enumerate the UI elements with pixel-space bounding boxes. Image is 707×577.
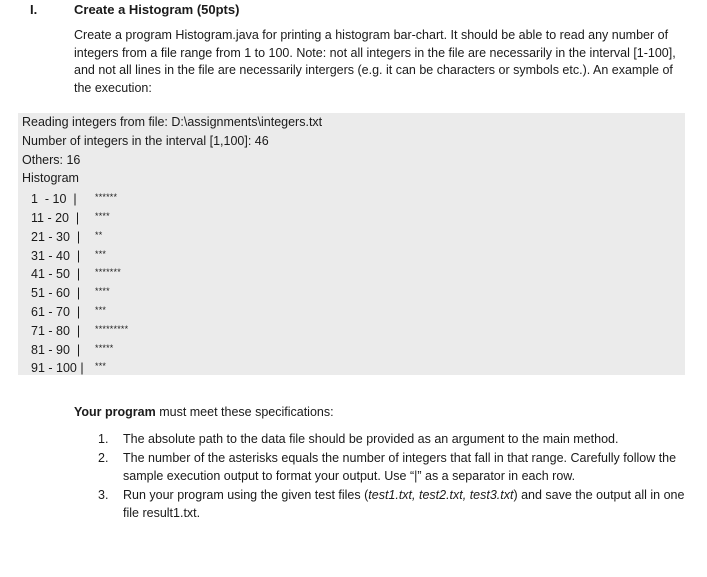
specification-text: The absolute path to the data file should be provided as an argument to the main method. [123, 432, 619, 446]
assignment-description: Create a program Histogram.java for printing a histogram bar-chart. It should be able to read any number of integers from a file range from 1 to 100. Note: not all integers in the file are necessarily in the interval [1-100], and not all lines in the file are necessarily intergers (e.g. it can be characters or symbols etc.). An example of the execution: [74, 28, 676, 95]
others-count-line: Others: 16 [22, 152, 81, 167]
histogram-range: 71 - 80 | [31, 323, 81, 338]
histogram-range: 61 - 70 | [31, 304, 81, 319]
histogram-row [22, 263, 685, 282]
specifications-intro [74, 405, 334, 419]
section-title: Create a Histogram (50pts) [74, 2, 240, 17]
histogram-bar: ******* [95, 267, 121, 278]
histogram-bar: ****** [95, 192, 118, 203]
histogram-row [22, 207, 685, 226]
section-number: I. [30, 2, 38, 17]
reading-file-line: Reading integers from file: D:\assignments\integers.txt [22, 115, 323, 129]
histogram-row [22, 339, 685, 358]
specification-number: 1. [98, 432, 109, 446]
specification-text-before: Run your program using the given test files ( [123, 487, 369, 502]
specifications-intro-rest: must meet these specifications: [155, 405, 334, 419]
histogram-bar: *** [95, 248, 107, 259]
histogram-range: 21 - 30 | [31, 229, 81, 244]
histogram-row [22, 301, 685, 320]
histogram-range: 51 - 60 | [31, 286, 81, 301]
specification-item [98, 430, 688, 449]
histogram-bar: ***** [95, 342, 114, 353]
histogram-range: 81 - 90 | [31, 342, 81, 357]
histogram-bar: ********* [95, 323, 129, 334]
specification-number: 3. [98, 487, 109, 502]
histogram-bar: ** [95, 229, 103, 240]
histogram-range: 31 - 40 | [31, 248, 81, 263]
specification-text-after: ) and save the output all in one file result1.txt. [123, 487, 685, 520]
specifications-list [98, 430, 688, 523]
specification-item [98, 449, 688, 486]
specification-item [98, 486, 688, 523]
specifications-intro-bold: Your program [74, 405, 156, 419]
histogram-label: Histogram [22, 171, 79, 186]
specification-number: 2. [98, 450, 109, 465]
histogram-bar: **** [95, 286, 110, 297]
integer-count-line: Number of integers in the interval [1,100]: 46 [22, 133, 269, 148]
histogram-bar: *** [95, 361, 107, 372]
histogram-row [22, 320, 685, 339]
histogram-row [22, 357, 685, 376]
histogram-range: 91 - 100 | [31, 361, 84, 376]
histogram-range: 1 - 10 | [31, 192, 77, 207]
specification-text: The number of the asterisks equals the number of integers that fall in that range. Carefully follow the sample execution output to format your output. Use “|” as a separator in each row. [123, 450, 677, 483]
histogram-range: 41 - 50 | [31, 267, 81, 282]
histogram-bar: *** [95, 304, 107, 315]
histogram-row [22, 188, 685, 207]
histogram-row [22, 226, 685, 245]
histogram-bar: **** [95, 210, 110, 221]
test-file-names: test1.txt, test2.txt, test3.txt [368, 487, 514, 502]
histogram-range: 11 - 20 | [31, 210, 80, 225]
histogram-row [22, 282, 685, 301]
histogram-row [22, 245, 685, 264]
sample-output-box [18, 113, 685, 375]
